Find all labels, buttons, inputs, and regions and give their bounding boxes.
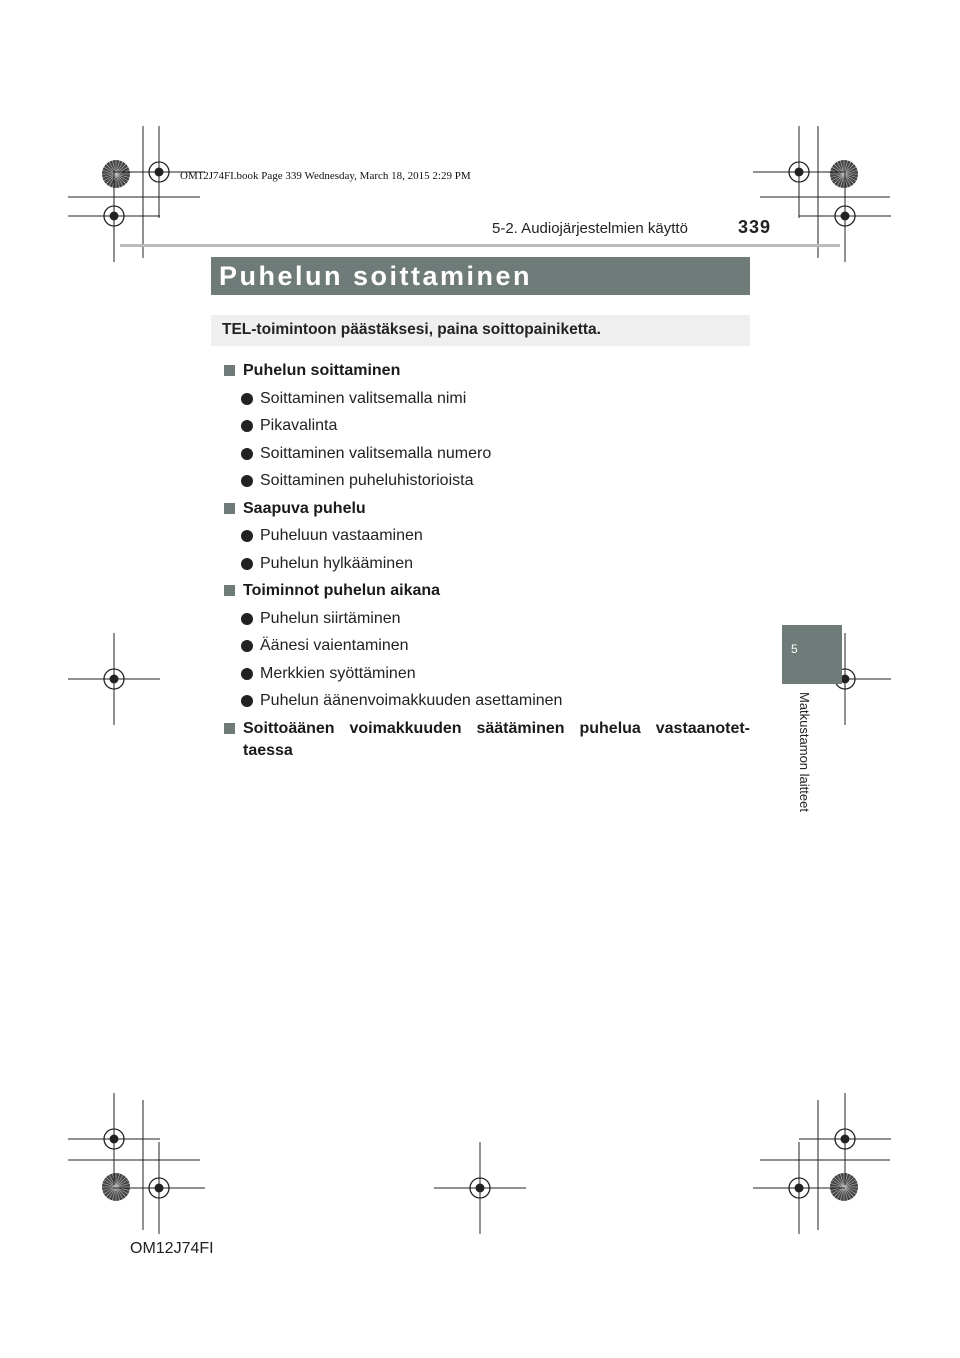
page-title: Puhelun soittaminen [219,261,533,291]
list-item: Äänesi vaientaminen [224,635,750,657]
crosshair-dot [155,1184,164,1193]
list-item: Soittaminen puheluhistorioista [224,470,750,492]
content [224,360,750,767]
list-item: Puhelun äänenvoimakkuuden asettaminen [224,690,750,712]
list-item: Puheluun vastaaminen [224,525,750,547]
chapter-number: 5 [791,642,798,656]
round-bullet-icon [241,695,253,707]
round-bullet-icon [241,530,253,542]
crosshair-dot [795,1184,804,1193]
chapter-label: Matkustamon laitteet [797,692,812,812]
section-heading: Soittoäänen voimakkuuden säätäminen puhelua vastaanotet-taessa [224,718,750,762]
page-number: 339 [738,217,772,237]
intro-text: TEL-toimintoon päästäksesi, paina soittopainiketta. [222,321,601,338]
list-item: Puhelun hylkääminen [224,553,750,575]
round-bullet-icon [241,420,253,432]
round-bullet-icon [241,613,253,625]
title-bar [211,257,750,295]
square-bullet-icon [224,365,235,376]
section-heading: Toiminnot puhelun aikana [224,580,750,602]
intro-box [211,315,750,346]
round-bullet-icon [241,558,253,570]
round-bullet-icon [241,640,253,652]
crosshair-dot [110,1135,119,1144]
round-bullet-icon [241,448,253,460]
square-bullet-icon [224,503,235,514]
book-info: OM12J74FI.book Page 339 Wednesday, March 18, 2015 2:29 PM [180,170,471,182]
round-bullet-icon [241,475,253,487]
section-heading: Puhelun soittaminen [224,360,750,382]
square-bullet-icon [224,723,235,734]
crosshair-dot [110,675,119,684]
list-item: Soittaminen valitsemalla nimi [224,388,750,410]
section-heading: Saapuva puhelu [224,498,750,520]
header-section-title: 5-2. Audiojärjestelmien käyttö [492,220,688,237]
list-item: Merkkien syöttäminen [224,663,750,685]
list-item: Puhelun siirtäminen [224,608,750,630]
chapter-tab [782,625,842,684]
footer-code: OM12J74FI [130,1240,214,1257]
crosshair-dot [155,168,164,177]
crosshair-dot [476,1184,485,1193]
crosshair-dot [110,212,119,221]
square-bullet-icon [224,585,235,596]
list-item: Pikavalinta [224,415,750,437]
round-bullet-icon [241,393,253,405]
crosshair-dot [841,1135,850,1144]
list-item: Soittaminen valitsemalla numero [224,443,750,465]
round-bullet-icon [241,668,253,680]
header-rule [120,244,840,247]
crosshair-dot [795,168,804,177]
crosshair-dot [841,212,850,221]
